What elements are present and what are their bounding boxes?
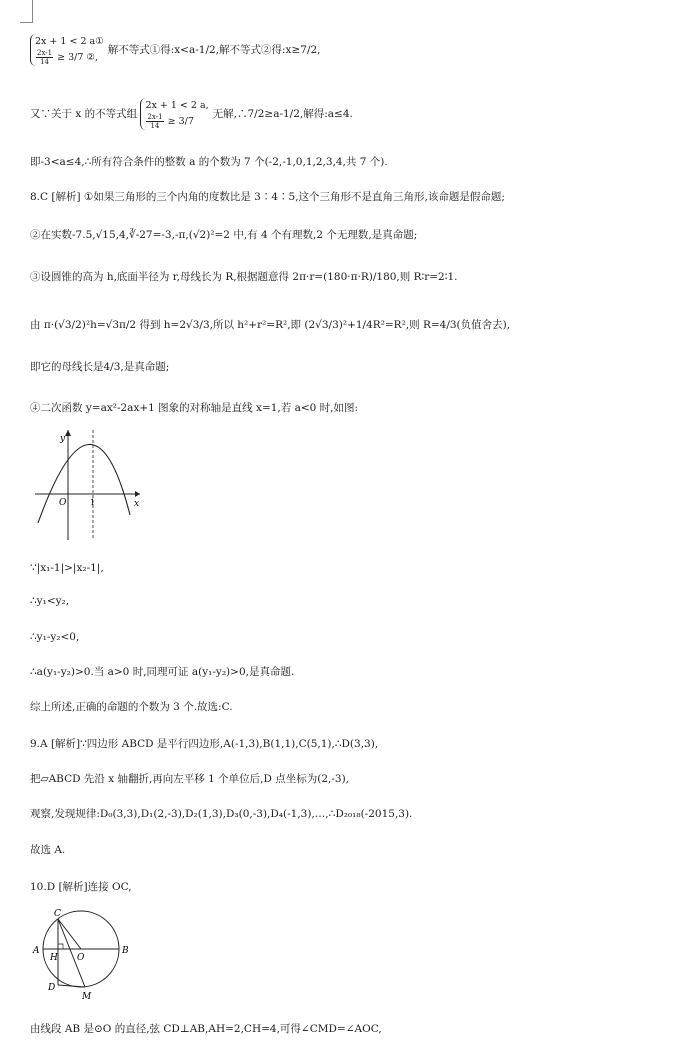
y-axis-arrow (65, 430, 71, 436)
q8-line-8: ∴y₁<y₂, (30, 595, 70, 607)
x-axis-label: x (134, 499, 140, 509)
text-suffix: 无解,∴7/2≥a-1/2,解得:a≤4. (212, 108, 353, 120)
system-row-2: $\frac{2x-1}{14}$ ≥ 3/7 (147, 113, 194, 130)
point-o-label: O (77, 953, 85, 963)
q9-line-1: 9.A [解析]∵四边形 ABCD 是平行四边形,A(-1,3),B(1,1),C(5,1),∴D(3,3), (30, 738, 379, 750)
q8-line-3: ③设圆锥的高为 h,底面半径为 r,母线长为 R,根据题意得 2π·r=(180·π·R)/180,则 R∶r=2∶1. (30, 271, 458, 283)
point-c-label: C (54, 909, 61, 919)
origin-label: O (59, 498, 67, 508)
parabola-curve (38, 444, 130, 523)
inequality-system-2 (140, 98, 208, 130)
q8-line-7: ∵|x₁-1|>|x₂-1|, (30, 562, 104, 574)
point-a-label: A (33, 946, 40, 956)
q10-line-1: 10.D [解析]连接 OC, (30, 881, 132, 893)
circle-geometry-figure (30, 905, 135, 1005)
q8-line-4: 由 π·(√3/2)²h=√3π/2 得到 h=2√3/3,所以 h²+r²=R²,即 (2√3/3)²+1/4R²=R²,则 R=4/3(负值舍去), (30, 319, 511, 331)
solution-line-3: 即-3<a≤4,∴所有符合条件的整数 a 的个数为 7 个(-2,-1,0,1,2,3,4,共 7 个). (30, 156, 388, 168)
q9-line-3: 观察,发现规律:D₀(3,3),D₁(2,-3),D₂(1,3),D₃(0,-3),D₄(-1,3),…,∴D₂₀₁₈(-2015,3). (30, 808, 413, 820)
q8-line-10: ∴a(y₁-y₂)>0.当 a>0 时,同理可证 a(y₁-y₂)>0,是真命题. (30, 666, 295, 678)
fraction: $\frac{2x-1}{14}$ (147, 113, 163, 130)
q9-line-4: 故选 A. (30, 844, 66, 856)
solution-line-2 (30, 98, 353, 130)
point-m-label: M (82, 992, 92, 1002)
x-axis-arrow (135, 491, 140, 497)
q8-line-11: 综上所述,正确的命题的个数为 3 个.故选:C. (30, 701, 233, 713)
right-angle-mark (58, 944, 63, 949)
point-h-label: H (50, 953, 58, 963)
q8-line-6: ④二次函数 y=ax²-2ax+1 图象的对称轴是直线 x=1,若 a<0 时,如图: (30, 402, 359, 414)
page-corner-mark (20, 0, 33, 23)
system-row-2: $\frac{2x-1}{14}$ ≥ 3/7 ②, (37, 49, 98, 66)
y-axis-label: y (60, 434, 66, 444)
text-prefix: 又∵关于 x 的不等式组 (30, 108, 138, 120)
system-row-1: 2x + 1 < 2 a, (145, 100, 209, 111)
point-b-label: B (122, 946, 129, 956)
tick-label-1: 1 (90, 498, 96, 507)
q8-line-9: ∴y₁-y₂<0, (30, 631, 80, 643)
segment-co (58, 919, 81, 949)
q9-line-2: 把▱ABCD 先沿 x 轴翻折,再向左平移 1 个单位后,D 点坐标为(2,-3), (30, 773, 350, 785)
point-d-label: D (48, 983, 56, 993)
fraction: $\frac{2x-1}{14}$ (37, 49, 53, 66)
q10-line-2: 由线段 AB 是⊙O 的直径,弦 CD⊥AB,AH=2,CH=4,可得∠CMD=∠AOC, (30, 1023, 382, 1035)
system-row-1: 2x + 1 < 2 a① (35, 36, 104, 47)
inequality-system-1 (30, 34, 104, 66)
q8-line-1: 8.C [解析] ①如果三角形的三个内角的度数比是 3∶4∶5,这个三角形不是直角三角形,该命题是假命题; (30, 191, 505, 203)
parabola-graph (30, 425, 145, 545)
solution-line-1 (30, 34, 321, 66)
q8-line-5: 即它的母线长是4/3,是真命题; (30, 361, 170, 373)
q8-line-2: ②在实数-7.5,√15,4,∛-27=-3,-π,(√2)²=2 中,有 4 个有理数,2 个无理数,是真命题; (30, 229, 418, 241)
solution-text: 解不等式①得:x<a-1/2,解不等式②得:x≥7/2, (107, 44, 321, 56)
